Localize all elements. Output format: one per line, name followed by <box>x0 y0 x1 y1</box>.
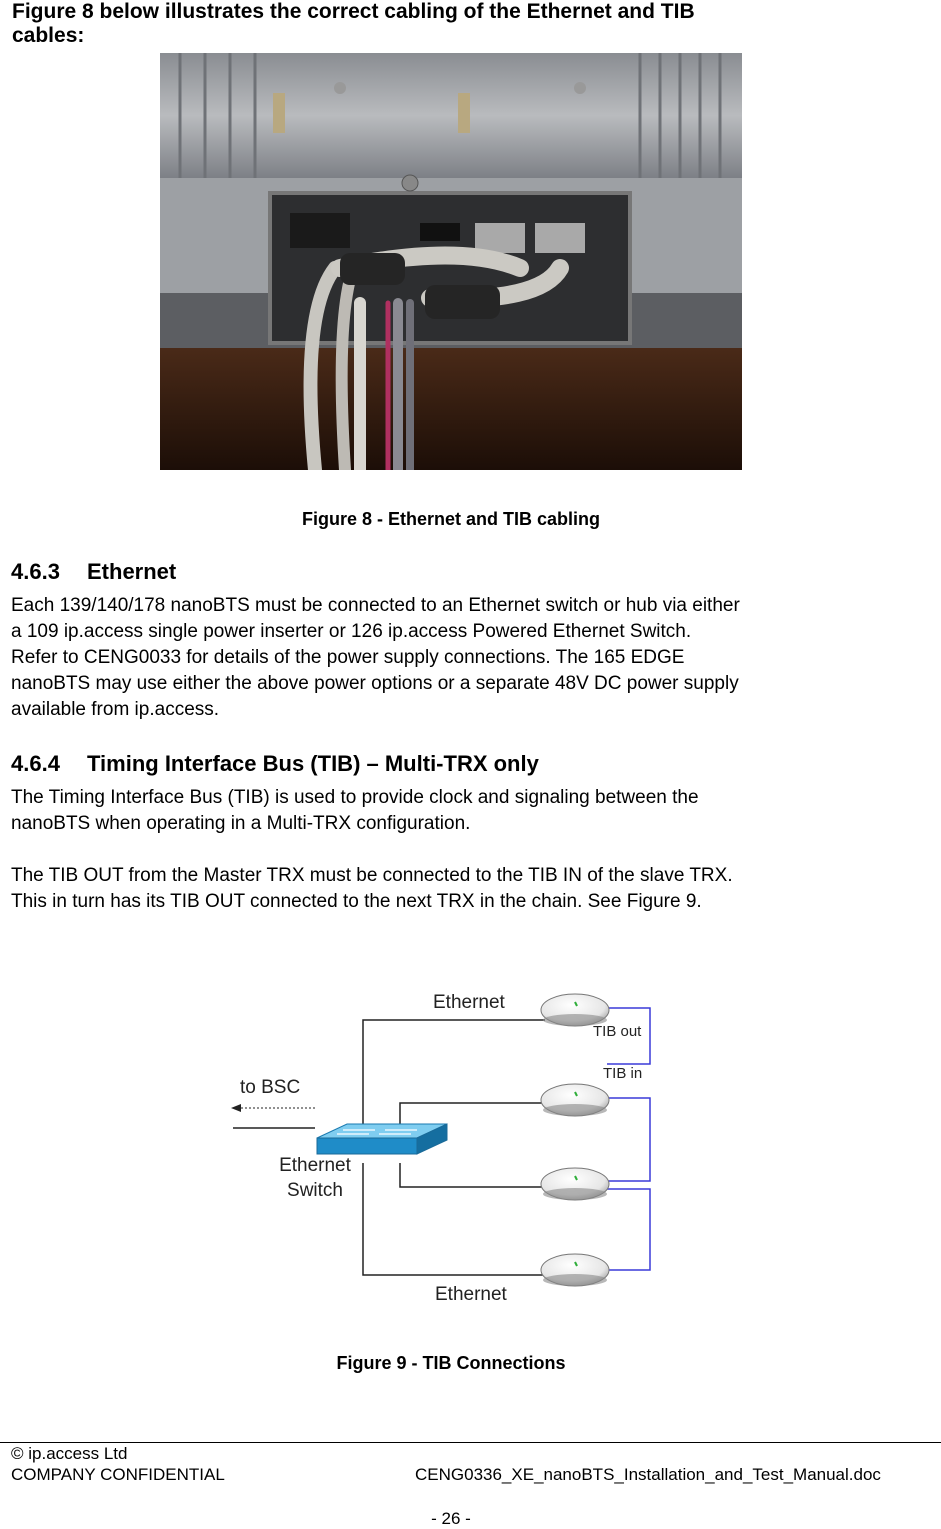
paragraph-line: a 109 ip.access single power inserter or 126 ip.access Powered Ethernet Switch. <box>11 621 692 642</box>
paragraph-line: Each 139/140/178 nanoBTS must be connected to an Ethernet switch or hub via either <box>11 595 740 616</box>
paragraph-line: available from ip.access. <box>11 699 220 720</box>
ethernet-switch-icon <box>317 1124 447 1154</box>
tib-connections-diagram <box>225 978 665 1308</box>
tib-paragraph-1 <box>11 785 921 837</box>
section-title: Ethernet <box>87 559 177 584</box>
ethernet-tib-cabling-photo <box>160 53 742 470</box>
tib-paragraph-2 <box>11 863 921 915</box>
label-to-bsc: to BSC <box>240 1077 301 1098</box>
paragraph-line: The Timing Interface Bus (TIB) is used to provide clock and signaling between the <box>11 787 699 808</box>
tib-lines <box>607 1008 650 1270</box>
arrow-left-icon <box>231 1104 241 1112</box>
label-switch-line-2: Switch <box>287 1180 343 1201</box>
label-ethernet-bottom: Ethernet <box>435 1284 507 1305</box>
section-number: 4.6.4 <box>11 751 60 776</box>
paragraph-line: This in turn has its TIB OUT connected to the next TRX in the chain. See Figure 9. <box>11 891 702 912</box>
paragraph-line: The TIB OUT from the Master TRX must be connected to the TIB IN of the slave TRX. <box>11 865 733 886</box>
section-heading-ethernet <box>11 559 176 585</box>
footer-copyright: © ip.access Ltd <box>11 1444 128 1463</box>
paragraph-line: nanoBTS may use either the above power options or a separate 48V DC power supply <box>11 673 739 694</box>
section-number: 4.6.3 <box>11 559 60 584</box>
intro-line-2: cables: <box>12 24 85 47</box>
paragraph-line: Refer to CENG0033 for details of the power supply connections. The 165 EDGE <box>11 647 685 668</box>
figure-8-caption: Figure 8 - Ethernet and TIB cabling <box>301 509 601 529</box>
nanobts-unit-1-icon <box>541 994 609 1026</box>
label-tib-out: TIB out <box>593 1023 642 1040</box>
footer-filename: CENG0336_XE_nanoBTS_Installation_and_Test_Manual.doc <box>415 1465 881 1484</box>
label-ethernet-top: Ethernet <box>433 992 505 1013</box>
footer-confidential: COMPANY CONFIDENTIAL <box>11 1465 225 1484</box>
section-title: Timing Interface Bus (TIB) – Multi-TRX only <box>87 751 539 776</box>
intro-text <box>12 0 912 48</box>
section-heading-tib <box>11 751 539 777</box>
label-switch-line-1: Ethernet <box>279 1155 351 1176</box>
figure-9-caption: Figure 9 - TIB Connections <box>336 1353 566 1373</box>
footer-divider <box>0 1442 941 1443</box>
paragraph-line: nanoBTS when operating in a Multi-TRX configuration. <box>11 813 471 834</box>
nanobts-unit-2-icon <box>541 1084 609 1116</box>
intro-line-1: Figure 8 below illustrates the correct cabling of the Ethernet and TIB <box>12 0 695 23</box>
nanobts-unit-3-icon <box>541 1168 609 1200</box>
page-number: - 26 - <box>431 1509 471 1528</box>
label-tib-in: TIB in <box>603 1065 643 1082</box>
ethernet-paragraph <box>11 593 921 723</box>
nanobts-unit-4-icon <box>541 1254 609 1286</box>
